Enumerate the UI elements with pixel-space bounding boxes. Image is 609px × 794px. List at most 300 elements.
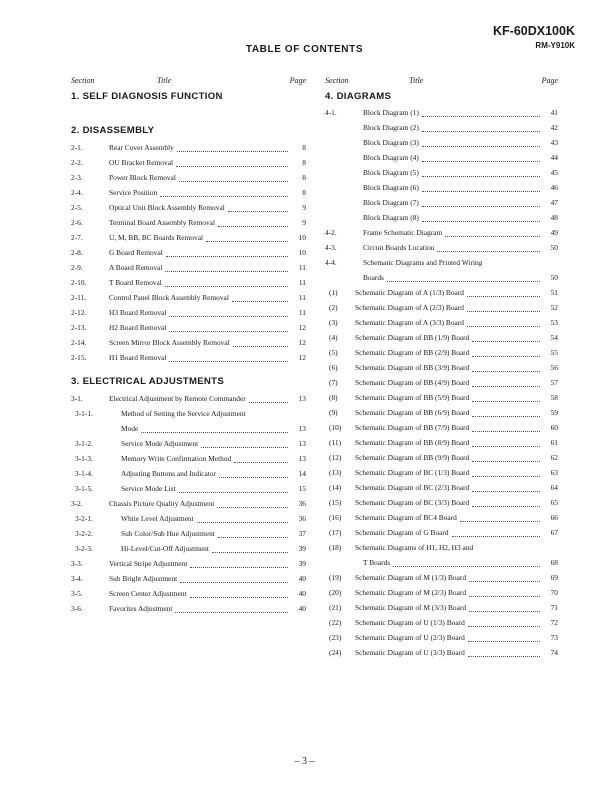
dot-leader: [177, 150, 288, 152]
dot-leader: [467, 295, 540, 297]
dot-leader: [472, 460, 540, 462]
dot-leader: [249, 401, 288, 403]
toc-entry-number: (13): [329, 468, 342, 477]
toc-entry-page: 58: [550, 393, 558, 402]
toc-entry-title: A Board Removal: [109, 263, 163, 272]
section-header: Section: [325, 76, 349, 85]
toc-entry: [325, 285, 558, 300]
toc-entry-title: Block Diagram (2): [363, 123, 419, 132]
toc-entry-page: 36: [298, 499, 306, 508]
toc-entry-page: 13: [298, 439, 306, 448]
toc-entry: [71, 436, 306, 451]
toc-entry-title: Schematic Diagram of BC (2/3) Board: [355, 483, 470, 492]
toc-entry-title: T Board Removal: [109, 278, 162, 287]
toc-entry-number: (22): [329, 618, 342, 627]
toc-entry: [325, 465, 558, 480]
toc-entry-number: 3-1-1.: [75, 409, 93, 418]
toc-entry-title: Sub Bright Adjustment: [109, 574, 178, 583]
toc-entry-title: Memory Write Confirmation Method: [121, 454, 232, 463]
toc-entry-page: 13: [298, 454, 306, 463]
toc-entry-page: 54: [550, 333, 558, 342]
toc-entry-title: White Level Adjustment: [121, 514, 194, 523]
toc-entry-number: (17): [329, 528, 342, 537]
toc-entry: [71, 466, 306, 481]
dot-leader: [176, 165, 288, 167]
page-title: TABLE OF CONTENTS: [245, 44, 364, 55]
toc-entry-page: 72: [550, 618, 558, 627]
toc-entry-page: 11: [298, 308, 306, 317]
toc-entry-number: (3): [329, 318, 338, 327]
toc-entry-title: Control Panel Block Assembly Removal: [109, 293, 229, 302]
toc-entry-page: 42: [550, 123, 558, 132]
toc-entry-number: 2-12.: [71, 308, 87, 317]
toc-entry: [71, 571, 306, 586]
dot-leader: [422, 160, 540, 162]
toc-entry-page: 51: [550, 288, 558, 297]
toc-entry-page: 61: [550, 438, 558, 447]
dot-leader: [422, 115, 540, 117]
toc-entry-page: 66: [550, 513, 558, 522]
toc-entry-page: 41: [550, 108, 558, 117]
model-number: KF-60DX100K: [493, 24, 575, 38]
toc-entry-number: (1): [329, 288, 338, 297]
dot-leader: [206, 240, 288, 242]
toc-entry: [71, 556, 306, 571]
dot-leader: [445, 235, 540, 237]
toc-entry-title: Boards: [363, 273, 384, 282]
toc-entry-page: 68: [550, 558, 558, 567]
section-header: Section: [71, 76, 95, 85]
toc-entry-page: 37: [298, 529, 306, 538]
toc-entry-title: Schematic Diagram of M (1/3) Board: [355, 573, 467, 582]
toc-entry-title: Block Diagram (6): [363, 183, 419, 192]
toc-entry-page: 52: [550, 303, 558, 312]
toc-entry: [325, 315, 558, 330]
toc-entry-number: 2-1.: [71, 143, 83, 152]
toc-entry-title: Sub Color/Sub Hue Adjustment: [121, 529, 215, 538]
toc-entry: [325, 630, 558, 645]
toc-entry-page: 12: [298, 338, 306, 347]
toc-entry-title: Schematic Diagram of BB (1/9) Board: [355, 333, 470, 342]
dot-leader: [219, 476, 288, 478]
toc-entry: [71, 406, 306, 421]
page-number: – 3 –: [294, 756, 315, 767]
dot-leader: [169, 360, 288, 362]
toc-entry-page: 13: [298, 424, 306, 433]
section-heading: 4. DIAGRAMS: [325, 91, 392, 102]
toc-entry-number: (19): [329, 573, 342, 582]
toc-entry-page: 74: [550, 648, 558, 657]
toc-entry-page: 39: [298, 559, 306, 568]
toc-entry-page: 45: [550, 168, 558, 177]
toc-entry-number: 3-1-2.: [75, 439, 93, 448]
section-heading: 1. SELF DIAGNOSIS FUNCTION: [71, 91, 223, 102]
remote-model-number: RM-Y910K: [535, 41, 575, 50]
toc-entry-number: 3-2-2.: [75, 529, 93, 538]
toc-entry-number: 2-9.: [71, 263, 83, 272]
toc-entry-title: Adjusting Buttons and Indicator: [121, 469, 217, 478]
toc-entry-title: Block Diagram (5): [363, 168, 419, 177]
dot-leader: [197, 521, 288, 523]
toc-entry: [71, 215, 306, 230]
toc-entry: [325, 195, 558, 210]
toc-entry: [325, 180, 558, 195]
dot-leader: [212, 551, 288, 553]
toc-entry-title: Schematic Diagram of U (3/3) Board: [355, 648, 465, 657]
toc-entry-page: 11: [298, 278, 306, 287]
toc-entry: [71, 350, 306, 365]
dot-leader: [467, 310, 540, 312]
toc-entry-number: (11): [329, 438, 342, 447]
toc-entry: [325, 600, 558, 615]
toc-entry-title: Schematic Diagrams of H1, H2, H3 and: [355, 543, 474, 552]
toc-entry: [71, 586, 306, 601]
toc-entry: [71, 481, 306, 496]
toc-entry-title: Block Diagram (1): [363, 108, 419, 117]
toc-entry: [71, 260, 306, 275]
toc-entry-title: Screen Center Adjustment: [109, 589, 187, 598]
toc-entry-title: Schematic Diagram of BB (6/9) Board: [355, 408, 470, 417]
dot-leader: [175, 611, 288, 613]
dot-leader: [472, 490, 540, 492]
dot-leader: [472, 385, 540, 387]
toc-entry-title: Block Diagram (4): [363, 153, 419, 162]
toc-entry-title: Optical Unit Block Assembly Removal: [109, 203, 225, 212]
toc-entry-number: (20): [329, 588, 342, 597]
toc-entry-page: 11: [298, 293, 306, 302]
toc-entry-title: Hi-Level/Cut-Off Adjustment: [121, 544, 209, 553]
toc-entry-number: 3-1-3.: [75, 454, 93, 463]
toc-entry-number: (24): [329, 648, 342, 657]
toc-entry-title: Block Diagram (3): [363, 138, 419, 147]
toc-entry-page: 10: [298, 248, 306, 257]
dot-leader: [165, 270, 288, 272]
dot-leader: [422, 145, 540, 147]
dot-leader: [190, 566, 288, 568]
toc-entry: [325, 345, 558, 360]
toc-entry: [325, 585, 558, 600]
page-header: Page: [541, 76, 558, 85]
toc-entry-title: G Board Removal: [109, 248, 163, 257]
dot-leader: [472, 415, 540, 417]
toc-entry: [325, 390, 558, 405]
toc-entry-title: Schematic Diagram of BB (3/9) Board: [355, 363, 470, 372]
toc-entry-number: 3-4.: [71, 574, 83, 583]
toc-entry-number: 3-2-3.: [75, 544, 93, 553]
dot-leader: [472, 430, 540, 432]
toc-entry-page: 12: [298, 323, 306, 332]
toc-entry-number: (21): [329, 603, 342, 612]
toc-entry-title: Frame Schematic Diagram: [363, 228, 443, 237]
toc-entry-title: Block Diagram (8): [363, 213, 419, 222]
dot-leader: [452, 535, 540, 537]
toc-entry-page: 70: [550, 588, 558, 597]
toc-entry: [325, 570, 558, 585]
toc-entry-number: 3-1.: [71, 394, 83, 403]
toc-entry-title: Schematic Diagram of BB (2/9) Board: [355, 348, 470, 357]
dot-leader: [422, 175, 540, 177]
dot-leader: [467, 325, 540, 327]
toc-entry: [71, 155, 306, 170]
dot-leader: [472, 400, 540, 402]
toc-entry: [71, 245, 306, 260]
toc-entry: [71, 185, 306, 200]
toc-entry: [71, 230, 306, 245]
dot-leader: [472, 475, 540, 477]
toc-entry-title: U, M, BB, BC Boards Removal: [109, 233, 204, 242]
toc-entry-page: 62: [550, 453, 558, 462]
dot-leader: [393, 565, 540, 567]
toc-entry-page: 11: [298, 263, 306, 272]
toc-left-body: [71, 86, 306, 616]
dot-leader: [180, 581, 288, 583]
toc-entry: [325, 540, 558, 555]
dot-leader: [169, 330, 288, 332]
toc-entry-title: Schematic Diagram of G Board: [355, 528, 449, 537]
dot-leader: [472, 370, 540, 372]
toc-entry-number: 2-13.: [71, 323, 87, 332]
dot-leader: [468, 640, 540, 642]
toc-entry-number: 3-1-4.: [75, 469, 93, 478]
toc-entry: [71, 170, 306, 185]
toc-entry: [325, 510, 558, 525]
dot-leader: [232, 300, 288, 302]
toc-entry-title: H1 Board Removal: [109, 353, 167, 362]
toc-entry-title: Schematic Diagram of M (3/3) Board: [355, 603, 467, 612]
toc-entry-page: 65: [550, 498, 558, 507]
toc-entry-number: (12): [329, 453, 342, 462]
dot-leader: [387, 280, 540, 282]
toc-entry: [325, 135, 558, 150]
toc-entry-number: (4): [329, 333, 338, 342]
toc-entry-title: Service Mode List: [121, 484, 176, 493]
toc-entry-title: Power Block Removal: [109, 173, 176, 182]
toc-entry: [325, 270, 558, 285]
toc-entry-number: 4-2.: [325, 228, 337, 237]
toc-entry: [71, 305, 306, 320]
dot-leader: [460, 520, 540, 522]
toc-entry-page: 50: [550, 243, 558, 252]
dot-leader: [160, 195, 288, 197]
toc-entry-title: Service Mode Adjustment: [121, 439, 199, 448]
dot-leader: [422, 220, 540, 222]
toc-entry: [71, 496, 306, 511]
toc-entry-number: 3-2.: [71, 499, 83, 508]
toc-entry-page: 15: [298, 484, 306, 493]
toc-entry-title: H2 Board Removal: [109, 323, 167, 332]
toc-entry-page: 40: [298, 589, 306, 598]
dot-leader: [472, 505, 540, 507]
dot-leader: [476, 551, 540, 552]
toc-entry: [325, 450, 558, 465]
dot-leader: [233, 345, 288, 347]
toc-entry-title: Circuit Boards Location: [363, 243, 435, 252]
toc-entry-number: 2-7.: [71, 233, 83, 242]
toc-entry-title: Method of Setting the Service Adjustment: [121, 409, 246, 418]
toc-entry-page: 9: [302, 203, 306, 212]
toc-entry-title: Chassis Picture Quality Adjustment: [109, 499, 215, 508]
toc-entry-title: T Boards: [363, 558, 391, 567]
dot-leader: [437, 250, 540, 252]
toc-entry-number: (6): [329, 363, 338, 372]
toc-entry-title: Schematic Diagram of BC (1/3) Board: [355, 468, 470, 477]
column-header-left: [71, 76, 306, 86]
toc-entry: [325, 555, 558, 570]
toc-entry-title: Rear Cover Assembly: [109, 143, 174, 152]
toc-entry: [325, 240, 558, 255]
dot-leader: [141, 431, 288, 433]
toc-entry-number: (18): [329, 543, 342, 552]
toc-entry-page: 8: [302, 188, 306, 197]
toc-entry-title: Schematic Diagram of U (2/3) Board: [355, 633, 465, 642]
dot-leader: [422, 130, 540, 132]
toc-entry-number: 2-4.: [71, 188, 83, 197]
toc-entry-title: OU Bracket Removal: [109, 158, 174, 167]
toc-entry-page: 8: [302, 173, 306, 182]
toc-entry-title: Schematic Diagram of BC4 Board: [355, 513, 457, 522]
dot-leader: [472, 445, 540, 447]
toc-entry-title: Schematic Diagram of BB (7/9) Board: [355, 423, 470, 432]
toc-entry-title: Schematic Diagram of M (2/3) Board: [355, 588, 467, 597]
toc-entry: [71, 601, 306, 616]
toc-entry-page: 64: [550, 483, 558, 492]
toc-entry-page: 59: [550, 408, 558, 417]
dot-leader: [234, 461, 288, 463]
toc-entry-number: 2-8.: [71, 248, 83, 257]
toc-entry-page: 67: [550, 528, 558, 537]
dot-leader: [472, 340, 540, 342]
toc-entry-number: 4-3.: [325, 243, 337, 252]
toc-entry-number: (15): [329, 498, 342, 507]
toc-entry-page: 53: [550, 318, 558, 327]
dot-leader: [218, 225, 288, 227]
dot-leader: [469, 610, 540, 612]
toc-entry: [71, 541, 306, 556]
toc-entry-title: Schematic Diagram of BB (4/9) Board: [355, 378, 470, 387]
toc-entry-number: 3-1-5.: [75, 484, 93, 493]
dot-leader: [166, 255, 288, 257]
toc-entry-number: (16): [329, 513, 342, 522]
toc-entry-number: 2-6.: [71, 218, 83, 227]
toc-entry: [71, 320, 306, 335]
toc-entry-title: Schematic Diagram of U (1/3) Board: [355, 618, 465, 627]
toc-entry-title: Mode: [121, 424, 139, 433]
toc-entry: [325, 495, 558, 510]
toc-entry-page: 8: [302, 143, 306, 152]
toc-entry-number: 2-10.: [71, 278, 87, 287]
dot-leader: [472, 355, 540, 357]
toc-entry: [325, 150, 558, 165]
toc-entry: [71, 526, 306, 541]
toc-entry-page: 47: [550, 198, 558, 207]
dot-leader: [201, 446, 288, 448]
section-heading: 3. ELECTRICAL ADJUSTMENTS: [71, 376, 225, 387]
toc-entry-title: Schematic Diagram of BB (9/9) Board: [355, 453, 470, 462]
toc-entry-number: (9): [329, 408, 338, 417]
toc-entry-title: Schematic Diagram of BB (8/9) Board: [355, 438, 470, 447]
toc-right-column: [325, 76, 558, 660]
toc-entry: [325, 165, 558, 180]
toc-entry: [325, 525, 558, 540]
toc-entry: [325, 105, 558, 120]
toc-entry-page: 60: [550, 423, 558, 432]
toc-entry: [325, 645, 558, 660]
toc-entry-page: 69: [550, 573, 558, 582]
dot-leader: [469, 595, 540, 597]
toc-entry-number: 2-2.: [71, 158, 83, 167]
dot-leader: [179, 180, 288, 182]
toc-entry-page: 39: [298, 544, 306, 553]
toc-entry: [71, 335, 306, 350]
toc-entry-number: 2-11.: [71, 293, 87, 302]
title-header: Title: [157, 76, 172, 85]
dot-leader: [190, 596, 288, 598]
toc-entry-title: Screen Mirror Block Assembly Removal: [109, 338, 230, 347]
toc-entry-title: Electrical Adjustment by Remote Commander: [109, 394, 246, 403]
toc-entry-page: 14: [298, 469, 306, 478]
toc-entry: [71, 200, 306, 215]
toc-entry-page: 43: [550, 138, 558, 147]
toc-entry: [325, 615, 558, 630]
toc-entry-number: 2-3.: [71, 173, 83, 182]
dot-leader: [422, 205, 540, 207]
toc-entry: [71, 391, 306, 406]
toc-entry: [71, 275, 306, 290]
dot-leader: [179, 491, 288, 493]
toc-entry-title: Service Position: [109, 188, 158, 197]
toc-entry-page: 36: [298, 514, 306, 523]
toc-entry-title: Favorites Adjustment: [109, 604, 173, 613]
toc-entry: [325, 420, 558, 435]
toc-entry-title: H3 Board Removal: [109, 308, 167, 317]
dot-leader: [169, 315, 288, 317]
toc-entry-number: (2): [329, 303, 338, 312]
toc-entry-number: 3-2-1.: [75, 514, 93, 523]
toc-entry: [325, 255, 558, 270]
toc-entry-page: 9: [302, 218, 306, 227]
toc-entry: [325, 480, 558, 495]
toc-entry-title: Schematic Diagram of A (1/3) Board: [355, 288, 464, 297]
toc-entry-page: 8: [302, 158, 306, 167]
toc-entry-number: 2-15.: [71, 353, 87, 362]
page-header: Page: [289, 76, 306, 85]
toc-entry-title: Schematic Diagram of A (3/3) Board: [355, 318, 464, 327]
toc-entry: [71, 140, 306, 155]
toc-entry-number: 4-1.: [325, 108, 337, 117]
toc-entry-page: 63: [550, 468, 558, 477]
toc-entry: [71, 290, 306, 305]
dot-leader: [468, 625, 540, 627]
toc-right-body: [325, 86, 558, 660]
toc-entry-page: 50: [550, 273, 558, 282]
dot-leader: [469, 580, 540, 582]
toc-entry-number: 2-5.: [71, 203, 83, 212]
toc-entry-title: Vertical Stripe Adjustment: [109, 559, 188, 568]
dot-leader: [228, 210, 288, 212]
toc-entry-page: 40: [298, 574, 306, 583]
toc-entry-title: Terminal Board Assembly Removal: [109, 218, 216, 227]
dot-leader: [249, 417, 288, 418]
toc-entry-page: 48: [550, 213, 558, 222]
toc-entry: [325, 300, 558, 315]
toc-entry-page: 57: [550, 378, 558, 387]
toc-entry-number: (7): [329, 378, 338, 387]
toc-entry-page: 55: [550, 348, 558, 357]
toc-entry-title: Block Diagram (7): [363, 198, 419, 207]
toc-entry-page: 49: [550, 228, 558, 237]
dot-leader: [468, 655, 540, 657]
toc-entry-number: (10): [329, 423, 342, 432]
